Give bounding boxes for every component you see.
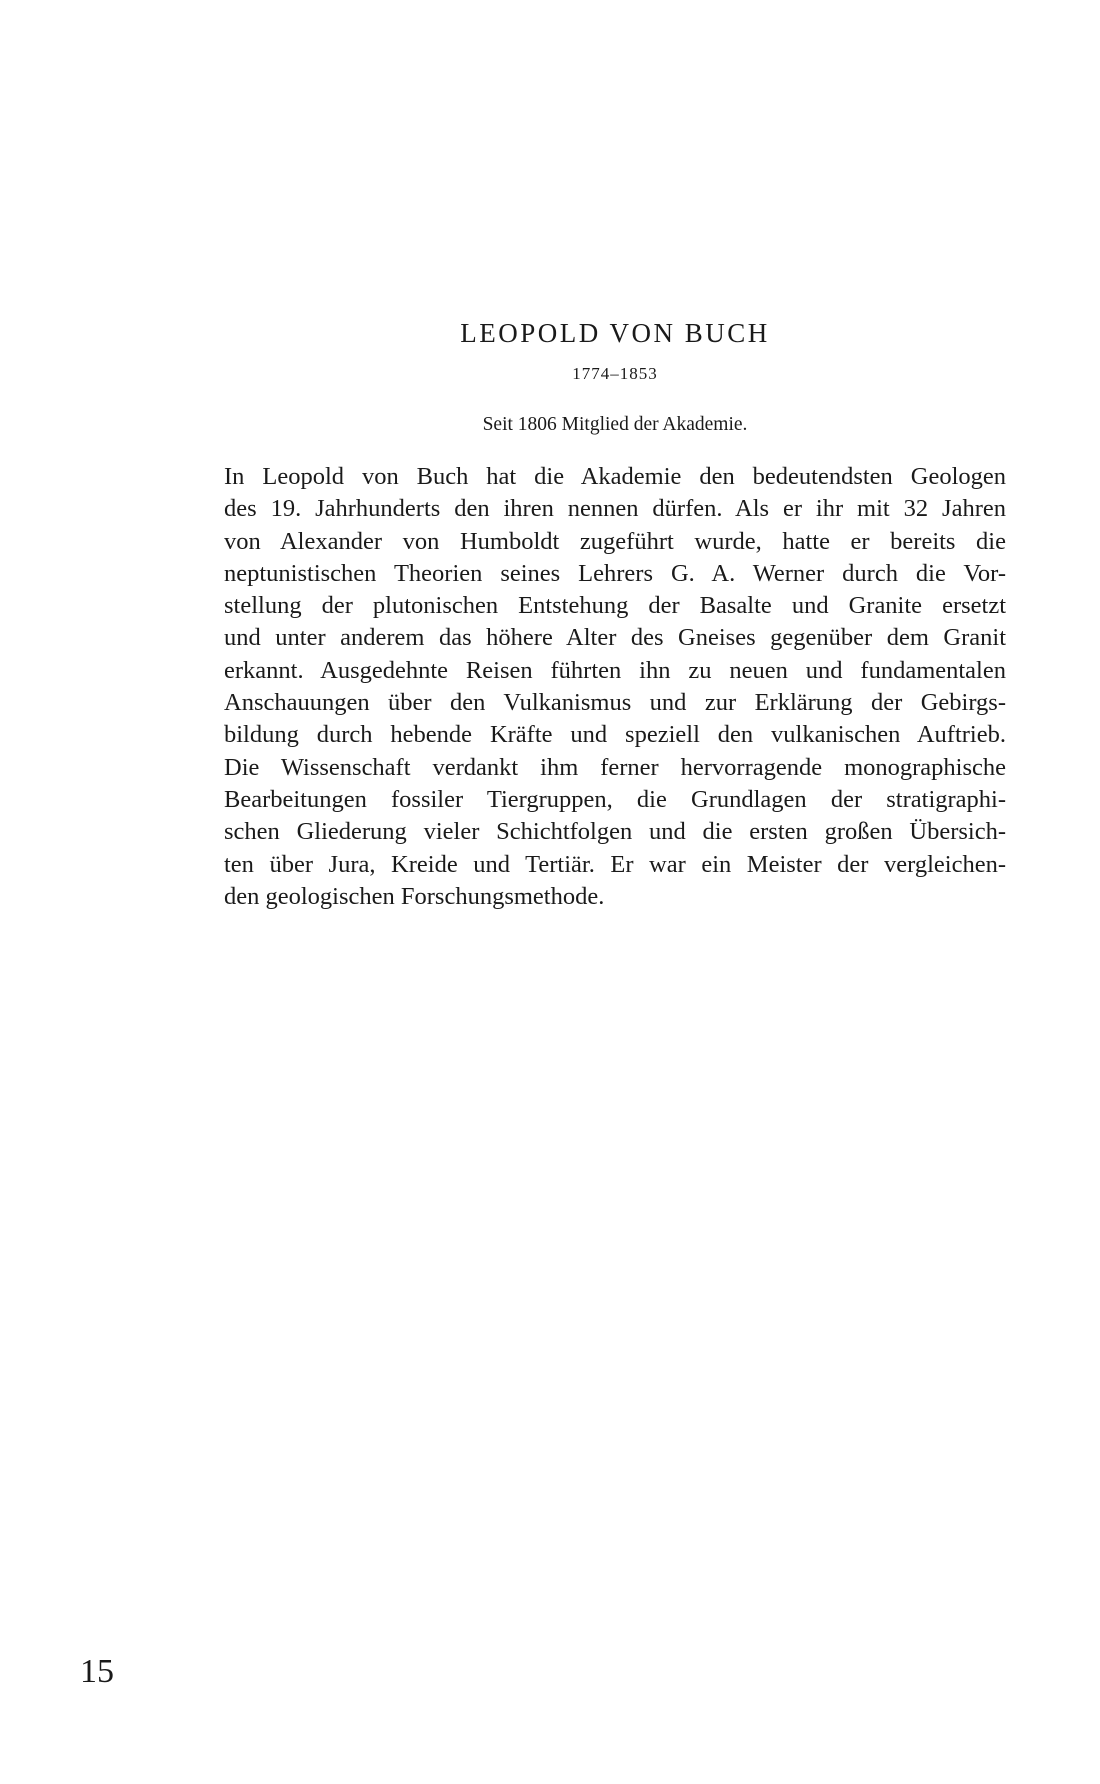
text-line: schen Gliederung vieler Schichtfolgen und die ersten großen Übersich-: [224, 818, 1006, 846]
text-line: des 19. Jahrhunderts den ihren nennen dürfen. Als er ihr mit 32 Jahren: [224, 495, 1006, 523]
text-line: stellung der plutonischen Entstehung der Basalte und Granite ersetzt: [224, 592, 1006, 620]
text-line: erkannt. Ausgedehnte Reisen führten ihn zu neuen und fundamentalen: [224, 656, 1006, 684]
page-number: 15: [80, 1653, 114, 1690]
text-line: und unter anderem das höhere Alter des Gneises gegenüber dem Granit: [224, 624, 1006, 652]
page-title: LEOPOLD VON BUCH: [460, 318, 770, 348]
membership-note: Seit 1806 Mitglied der Akademie.: [482, 414, 748, 435]
text-line: In Leopold von Buch hat die Akademie den bedeutendsten Geologen: [224, 463, 1006, 490]
life-dates: 1774–1853: [572, 364, 658, 383]
text-line: ten über Jura, Kreide und Tertiär. Er war ein Meister der vergleichen-: [224, 850, 1006, 878]
body-paragraph: [224, 461, 1006, 913]
text-line: von Alexander von Humboldt zugeführt wurde, hatte er bereits die: [224, 527, 1006, 555]
text-line: Anschauungen über den Vulkanismus und zur Erklärung der Gebirgs-: [224, 689, 1006, 717]
text-line: bildung durch hebende Kräfte und speziell den vulkanischen Auftrieb.: [224, 721, 1006, 749]
text-line: Bearbeitungen fossiler Tiergruppen, die Grundlagen der stratigraphi-: [224, 785, 1006, 813]
text-line: den geologischen Forschungsmethode.: [224, 882, 605, 910]
text-line: Die Wissenschaft verdankt ihm ferner hervorragende monographische: [224, 753, 1006, 781]
text-line: neptunistischen Theorien seines Lehrers G. A. Werner durch die Vor-: [224, 559, 1006, 587]
